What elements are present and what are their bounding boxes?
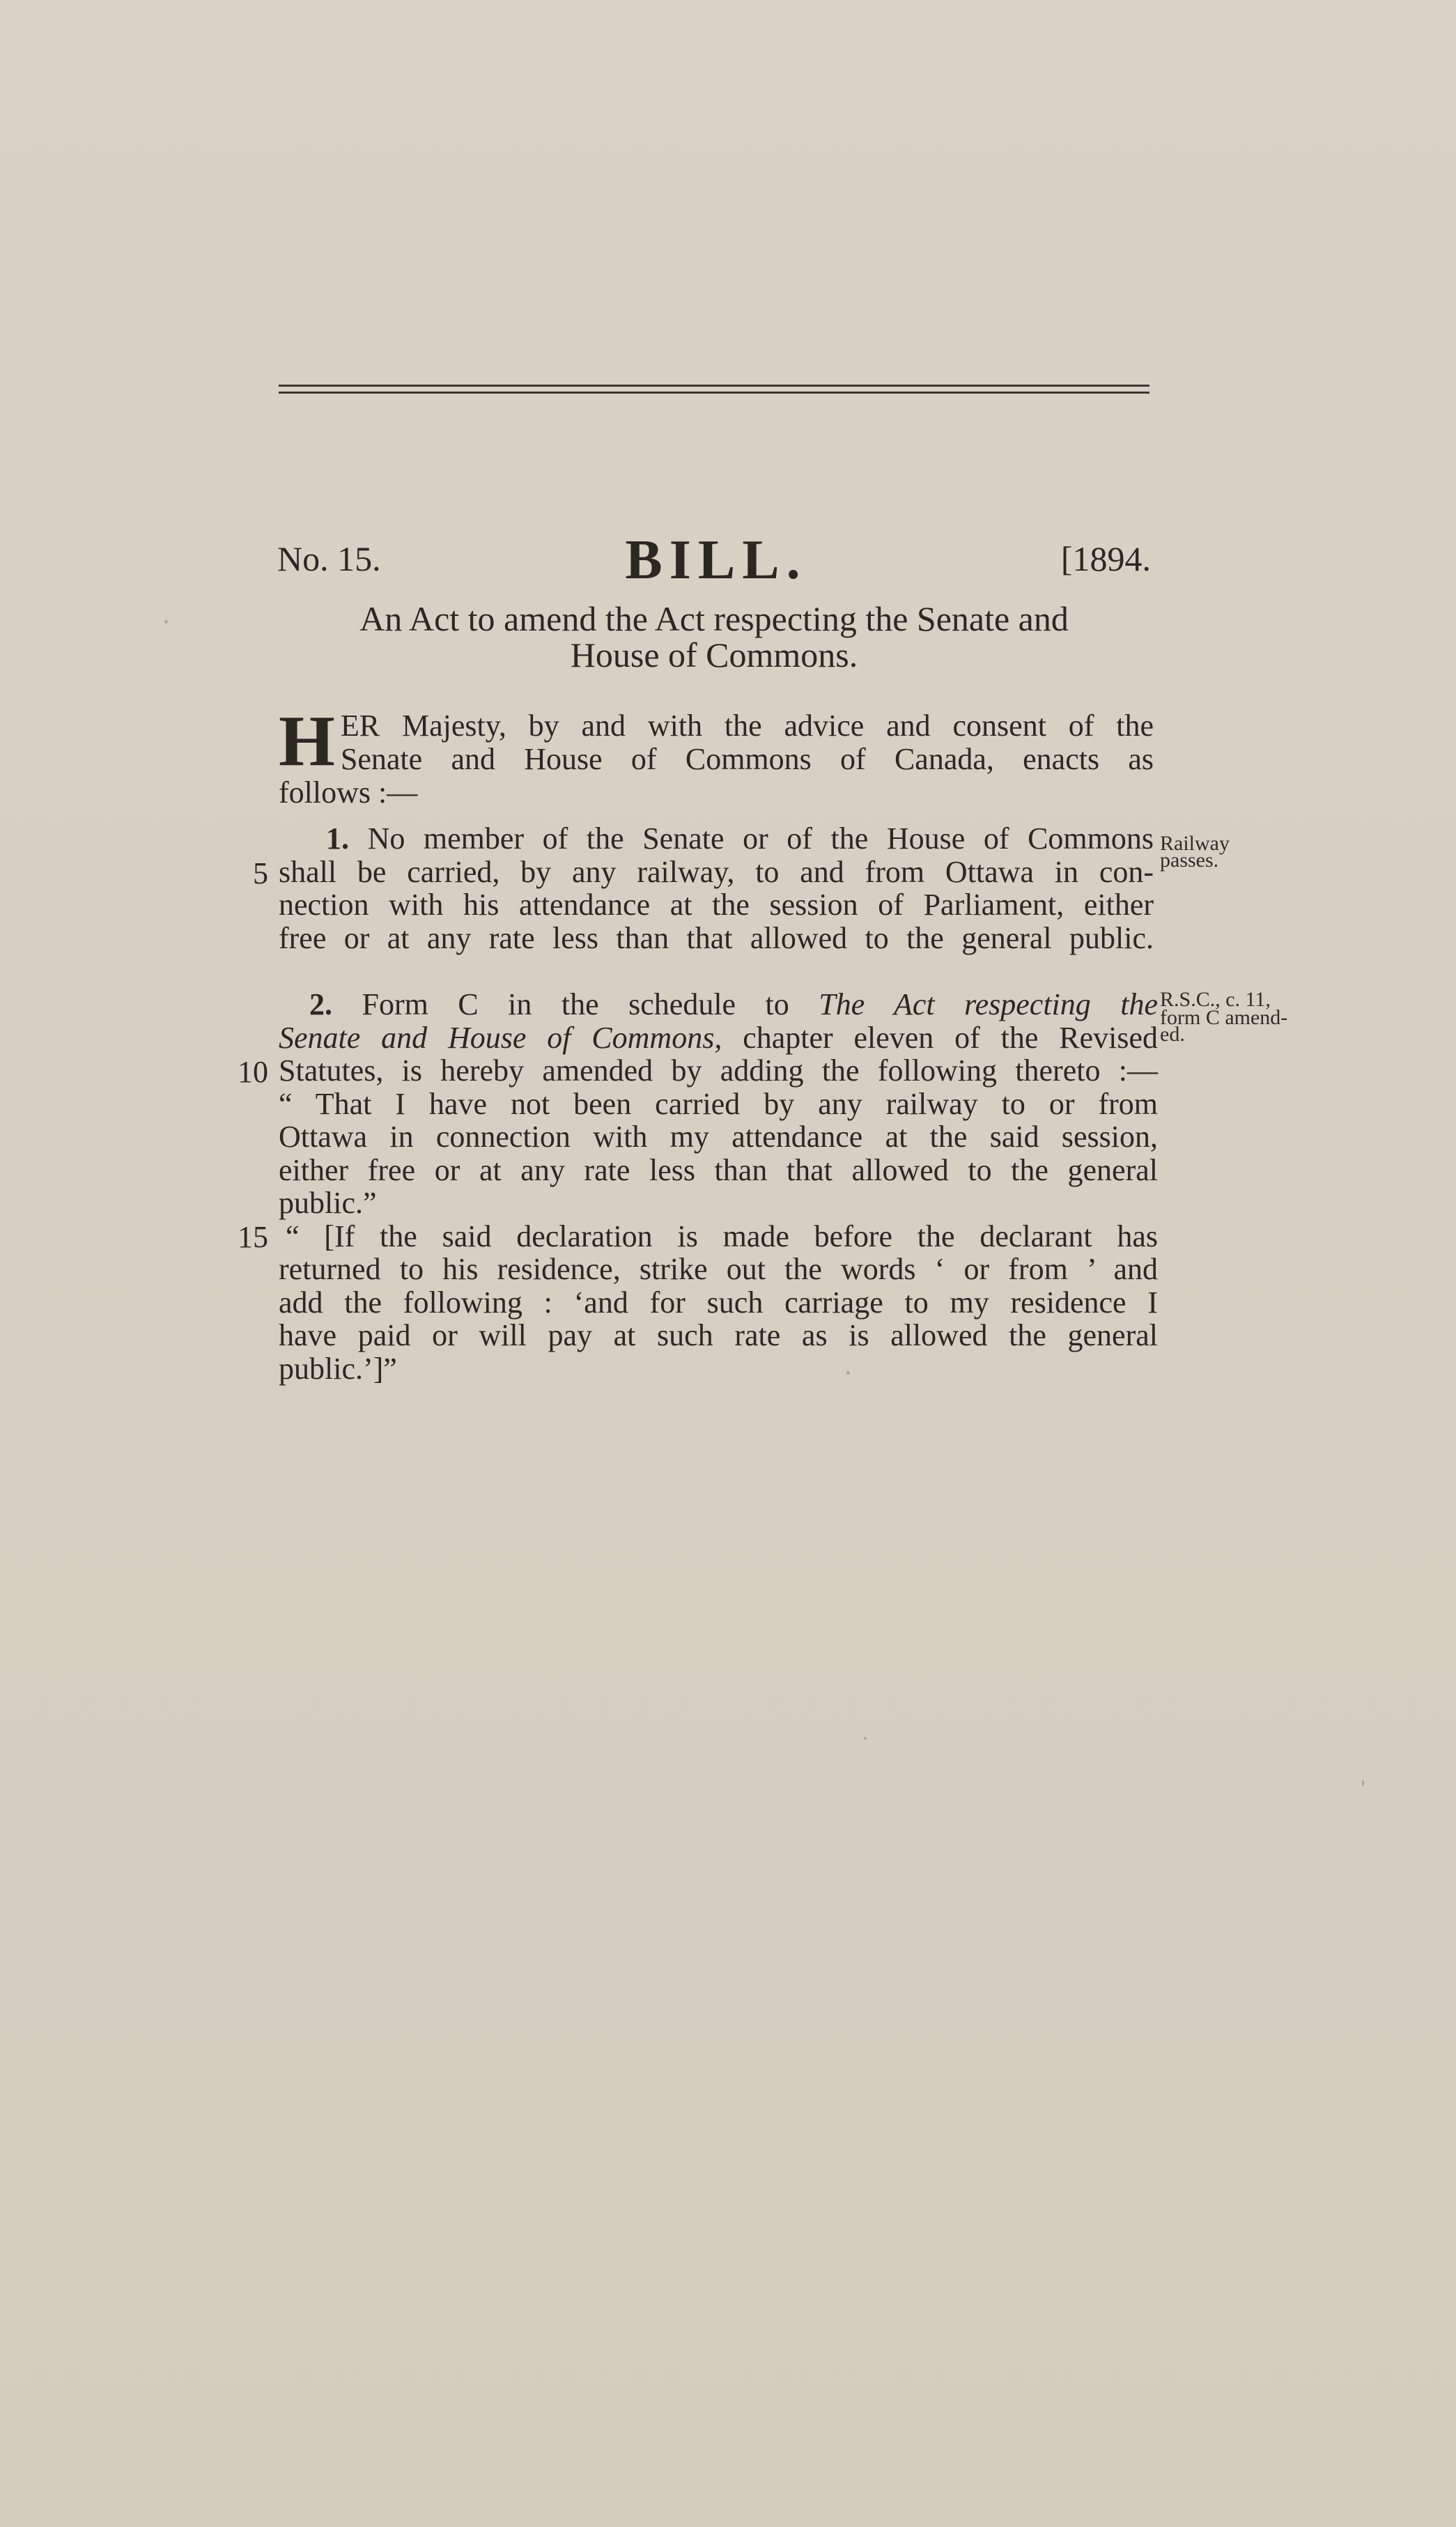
section-2-line-3: Statutes, is hereby amended by adding the following thereto :— — [279, 1053, 1158, 1088]
marginal-note-2-line-2: form C amend- — [1160, 1006, 1288, 1029]
section-2-line-1 — [279, 988, 1158, 1021]
section-1 — [279, 822, 1154, 955]
bill-title: BILL. — [625, 530, 807, 591]
section-2-line-11: have paid or will pay at such rate as is allowed the general — [279, 1318, 1158, 1352]
line-number-15: 15 — [238, 1220, 268, 1254]
preamble — [279, 701, 1154, 810]
paper-speck — [846, 1371, 850, 1375]
section-2-text-8: “ [If the said declaration is made before the declarant has — [286, 1219, 1158, 1253]
marginal-note-1-line-2: passes. — [1160, 849, 1219, 872]
line-number-10: 10 — [238, 1055, 268, 1089]
marginal-note-1-line-1: Railway — [1160, 832, 1230, 855]
section-2-line-12: public.’]” — [279, 1351, 397, 1386]
line-number-5: 5 — [253, 856, 268, 890]
preamble-line-2: Senate and House of Commons of Canada, enacts as — [340, 742, 1154, 776]
section-1-text-1: No member of the Senate or of the House of Commons — [367, 821, 1154, 856]
paper-speck — [1362, 1780, 1364, 1786]
section-2-text-2a: Senate and House of Commons, — [279, 1020, 722, 1055]
marginal-note-rsc — [1160, 989, 1287, 1045]
section-1-line-4: free or at any rate less than that allowed to the general public. — [279, 920, 1154, 955]
section-1-line-1 — [279, 822, 1154, 856]
bill-year: [1894. — [1060, 539, 1151, 578]
section-2-line-5: Ottawa in connection with my attendance at the said session, — [279, 1120, 1158, 1154]
act-title-line-2: House of Commons. — [570, 635, 858, 674]
section-2-line-9: returned to his residence, strike out the words ‘ or from ’ and — [279, 1252, 1158, 1286]
top-rule-upper — [279, 385, 1149, 387]
bill-number: No. 15. — [277, 539, 381, 578]
section-1-line-2: shall be carried, by any railway, to and from Ottawa in con- — [279, 854, 1154, 889]
section-2-line-6: either free or at any rate less than that allowed to the general — [279, 1152, 1158, 1187]
paper-speck — [864, 1737, 867, 1740]
section-2-line-10: add the following : ‘and for such carriage to my residence I — [279, 1285, 1158, 1320]
section-1-line-3: nection with his attendance at the session of Parliament, either — [279, 888, 1154, 922]
section-2-line-7: public.” — [279, 1186, 377, 1220]
marginal-note-2-line-3: ed. — [1160, 1023, 1185, 1046]
act-title — [272, 601, 1156, 673]
section-2-line-2 — [279, 1021, 1158, 1055]
act-title-line-1: An Act to amend the Act respecting the Senate and — [359, 599, 1069, 638]
preamble-line-3: follows :— — [279, 775, 418, 810]
section-1-number: 1. — [326, 821, 349, 856]
section-2-text-1b: The Act respecting the — [819, 987, 1159, 1021]
marginal-note-railway-passes — [1160, 833, 1230, 871]
preamble-dropcap: H — [279, 701, 335, 781]
preamble-line-1: ER Majesty, by and with the advice and consent of the — [340, 709, 1154, 743]
section-2-text-2b: chapter eleven of the Revised — [743, 1020, 1158, 1055]
section-2-number: 2. — [309, 987, 332, 1021]
section-2-line-4: “ That I have not been carried by any railway to or from — [279, 1086, 1158, 1121]
top-rule-lower — [279, 392, 1149, 394]
section-2-line-8 — [279, 1220, 1158, 1253]
bill-header — [277, 530, 1151, 591]
paper-speck — [164, 620, 168, 624]
marginal-note-2-line-1: R.S.C., c. 11, — [1160, 988, 1271, 1011]
section-2-text-1a: Form C in the schedule to — [362, 987, 789, 1021]
section-2 — [279, 988, 1158, 1385]
